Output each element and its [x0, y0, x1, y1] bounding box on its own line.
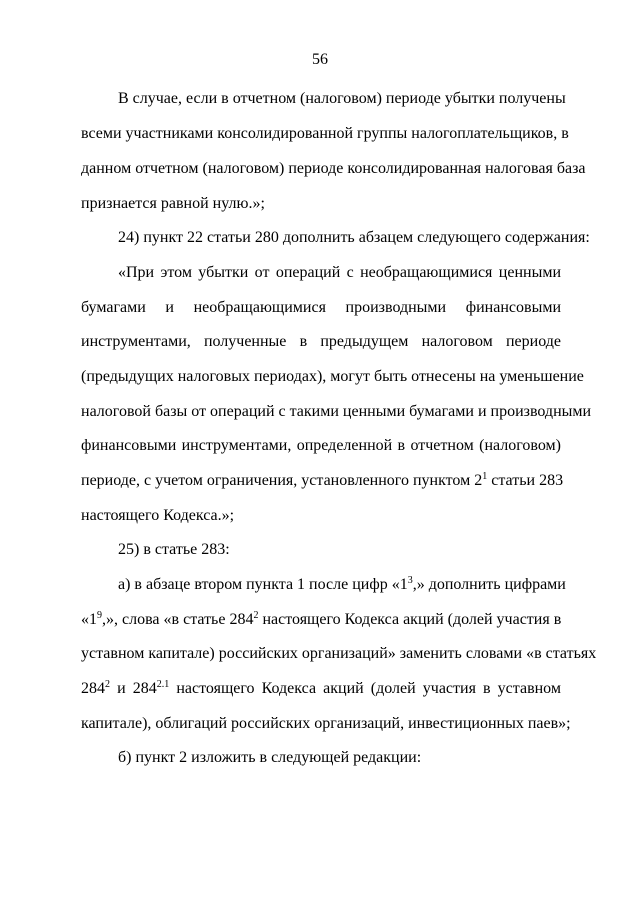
text-line: капитале), облигаций российских организаций, инвестиционных паев»; — [81, 715, 571, 732]
text-line: а) в абзаце втором пункта 1 после цифр «$1^3$,» дополнить цифрами — [118, 575, 566, 593]
text-line: налоговой базы от операций с такими ценными бумагами и производными — [81, 403, 592, 420]
text-line: (предыдущих налоговых периодах), могут быть отнесены на уменьшение — [81, 368, 584, 385]
text-line: 24) пункт 22 статьи 280 дополнить абзацем следующего содержания: — [118, 229, 590, 246]
text-line: признается равной нулю.»; — [81, 195, 265, 212]
text-line: «$1^9$,», слова «в статье $284^2$ настоящего Кодекса акций (долей участия в — [81, 610, 562, 628]
text-line: данном отчетном (налоговом) периоде консолидированная налоговая база — [81, 160, 586, 177]
text-line: всеми участниками консолидированной группы налогоплательщиков, в — [81, 125, 569, 142]
text-line: инструментами, полученные в предыдущем налоговом периоде — [81, 333, 561, 350]
text-line: финансовыми инструментами, определенной в отчетном (налоговом) — [81, 437, 561, 454]
text-line: $284^2$ и $284^{2.1}$ настоящего Кодекса акций (долей участия в уставном — [81, 679, 562, 697]
text-line: 25) в статье 283: — [118, 541, 230, 558]
text-line: настоящего Кодекса.»; — [81, 507, 235, 524]
text-line: уставном капитале) российских организаций» заменить словами «в статьях — [81, 645, 597, 662]
text-line: В случае, если в отчетном (налоговом) периоде убытки получены — [118, 90, 566, 107]
text-line: бумагами и необращающимися производными финансовыми — [81, 299, 561, 316]
text-line: б) пункт 2 изложить в следующей редакции: — [118, 749, 422, 766]
text-line: периоде, с учетом ограничения, установленного пунктом $2^1$ статьи 283 — [81, 471, 564, 489]
text-line: «При этом убытки от операций с необращающимися ценными — [118, 264, 561, 281]
page-number: 56 — [312, 51, 328, 68]
